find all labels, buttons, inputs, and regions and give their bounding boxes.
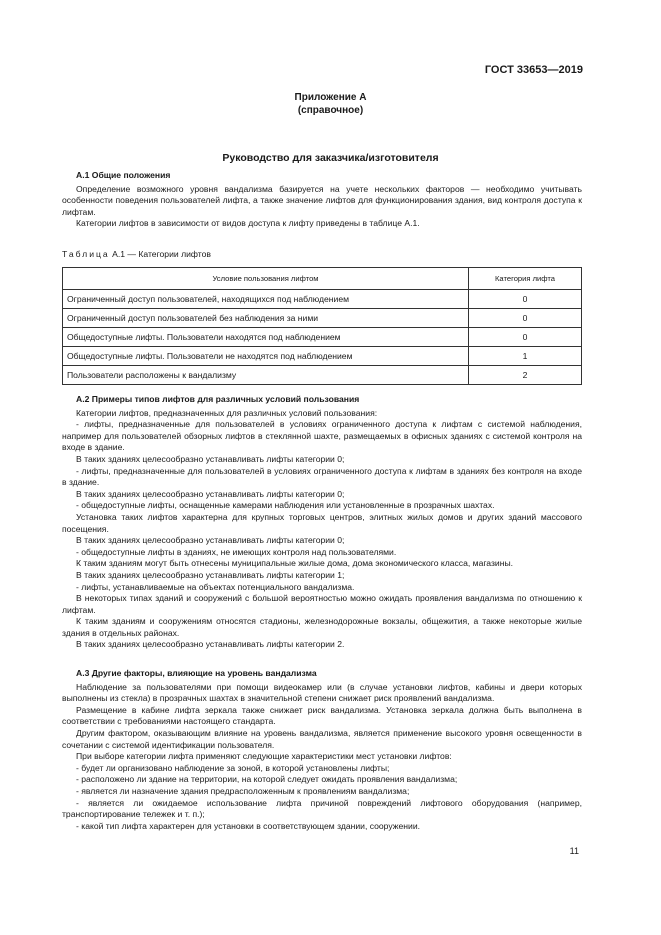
table-cell-condition: Общедоступные лифты. Пользователи не находятся под наблюдением bbox=[63, 347, 469, 366]
list-item: - лифты, предназначенные для пользователей в условиях ограниченного доступа к лифтам с системой наблюдения, например для пользователей обзорных лифтов в стеклянной шахте, размещаемых в офисных зданиях с системой контроля на входе в здание. bbox=[62, 419, 582, 453]
paragraph: Размещение в кабине лифта зеркала также снижает риск вандализма. Установка зеркала должна быть выполнена в соответствии с требованиями настоящего стандарта. bbox=[62, 704, 582, 727]
page-number: 11 bbox=[569, 846, 579, 856]
paragraph: В таких зданиях целесообразно устанавливать лифты категории 1; bbox=[76, 569, 345, 580]
table-cell-condition: Ограниченный доступ пользователей, находящихся под наблюдением bbox=[63, 290, 469, 309]
paragraph: К таким зданиям могут быть отнесены муниципальные жилые дома, дома экономического класса, магазины. bbox=[76, 558, 514, 569]
appendix-subtitle: (справочное) bbox=[297, 105, 364, 116]
appendix-header bbox=[0, 91, 661, 117]
table-row bbox=[63, 347, 582, 366]
paragraph: В таких зданиях целесообразно устанавливать лифты категории 0; bbox=[76, 488, 345, 499]
table-cell-category: 0 bbox=[469, 309, 582, 328]
table-cell-condition: Ограниченный доступ пользователей без наблюдения за ними bbox=[63, 309, 469, 328]
list-item: - расположено ли здание на территории, на которой следует ожидать проявления вандализма; bbox=[76, 774, 458, 785]
paragraph: В таких зданиях целесообразно устанавливать лифты категории 0; bbox=[76, 535, 345, 546]
section-a2 bbox=[62, 394, 582, 651]
paragraph: К таким зданиям и сооружениям относятся стадионы, железнодорожные вокзалы, общежития, а также некоторые жилые здания в отдельных районах. bbox=[62, 616, 582, 638]
paragraph: Определение возможного уровня вандализма базируется на учете нескольких факторов — необходимо учитывать особенности поведения пользователей лифта, а также значение лифтов для функционирования здания, вид контроля доступа к лифтам. bbox=[62, 183, 582, 217]
paragraph: В таких зданиях целесообразно устанавливать лифты категории 0; bbox=[76, 453, 345, 464]
table-cell-category: 2 bbox=[469, 366, 582, 385]
list-item: - общедоступные лифты в зданиях, не имеющих контроля над пользователями. bbox=[76, 546, 397, 557]
table-cell-category: 0 bbox=[469, 328, 582, 347]
lift-categories-table bbox=[62, 267, 582, 385]
table-caption-text: А.1 — Категории лифтов bbox=[109, 249, 211, 259]
section-a1-heading: А.1 Общие положения bbox=[76, 170, 171, 180]
list-item: - будет ли организовано наблюдение за зоной, в которой установлены лифты; bbox=[76, 762, 390, 773]
appendix-title: Приложение А bbox=[294, 92, 367, 103]
list-item: - является ли ожидаемое использование лифта причиной повреждений лифтового оборудования (например, транспортирование тележек и т. п.); bbox=[62, 797, 582, 820]
table-row bbox=[63, 366, 582, 385]
paragraph: Установка таких лифтов характерна для крупных торговых центров, элитных жилых домов и других зданий массового посещения. bbox=[62, 511, 582, 534]
table-row bbox=[63, 309, 582, 328]
section-a3 bbox=[62, 668, 582, 832]
table-header-row bbox=[63, 268, 582, 290]
table-cell-category: 0 bbox=[469, 290, 582, 309]
list-item: - лифты, устанавливаемые на объектах потенциального вандализма. bbox=[76, 581, 355, 592]
paragraph: Категории лифтов, предназначенных для различных условий пользования: bbox=[76, 407, 378, 418]
table-cell-condition: Общедоступные лифты. Пользователи находятся под наблюдением bbox=[63, 328, 469, 347]
section-a2-heading: А.2 Примеры типов лифтов для различных условий пользования bbox=[76, 394, 360, 404]
paragraph: При выборе категории лифта применяют следующие характеристики мест установки лифтов: bbox=[76, 751, 452, 762]
paragraph: Категории лифтов в зависимости от видов доступа к лифту приведены в таблице А.1. bbox=[76, 218, 420, 229]
paragraph: Наблюдение за пользователями при помощи видеокамер или (в случае установки лифтов, кабины и двери которых выполнены из стекла) в прозрачных шахтах в значительной степени снижает риск проявлений вандализма. bbox=[62, 681, 582, 704]
column-header: Категория лифта bbox=[469, 268, 582, 290]
paragraph: В таких зданиях целесообразно устанавливать лифты категории 2. bbox=[76, 639, 345, 650]
table-cell-category: 1 bbox=[469, 347, 582, 366]
table-row bbox=[63, 290, 582, 309]
list-item: - является ли назначение здания предрасположенным к проявлениям вандализма; bbox=[76, 785, 410, 796]
section-a1 bbox=[62, 170, 582, 230]
table-cell-condition: Пользователи расположены к вандализму bbox=[63, 366, 469, 385]
section-a3-heading: А.3 Другие факторы, влияющие на уровень вандализма bbox=[76, 668, 317, 678]
standard-id: ГОСТ 33653—2019 bbox=[484, 64, 583, 76]
paragraph: Другим фактором, оказывающим влияние на уровень вандализма, является применение высокого уровня освещенности в сочетании с системой идентификации пользователя. bbox=[62, 727, 582, 750]
table-caption-prefix: Таблица bbox=[62, 249, 110, 259]
column-header: Условие пользования лифтом bbox=[63, 268, 469, 290]
paragraph: В некоторых типах зданий и сооружений с большой вероятностью можно ожидать проявления вандализма по отношению к лифтам. bbox=[62, 593, 582, 615]
main-title: Руководство для заказчика/изготовителя bbox=[222, 152, 439, 164]
list-item: - общедоступные лифты, оснащенные камерами наблюдения или установленные в прозрачных шахтах. bbox=[76, 500, 495, 511]
list-item: - какой тип лифта характерен для установки в соответствующем здании, сооружении. bbox=[76, 820, 421, 831]
table-caption bbox=[62, 249, 211, 259]
table-row bbox=[63, 328, 582, 347]
list-item: - лифты, предназначенные для пользователей в условиях ограниченного доступа к лифтам в зданиях без контроля на входе в здание. bbox=[62, 465, 582, 488]
